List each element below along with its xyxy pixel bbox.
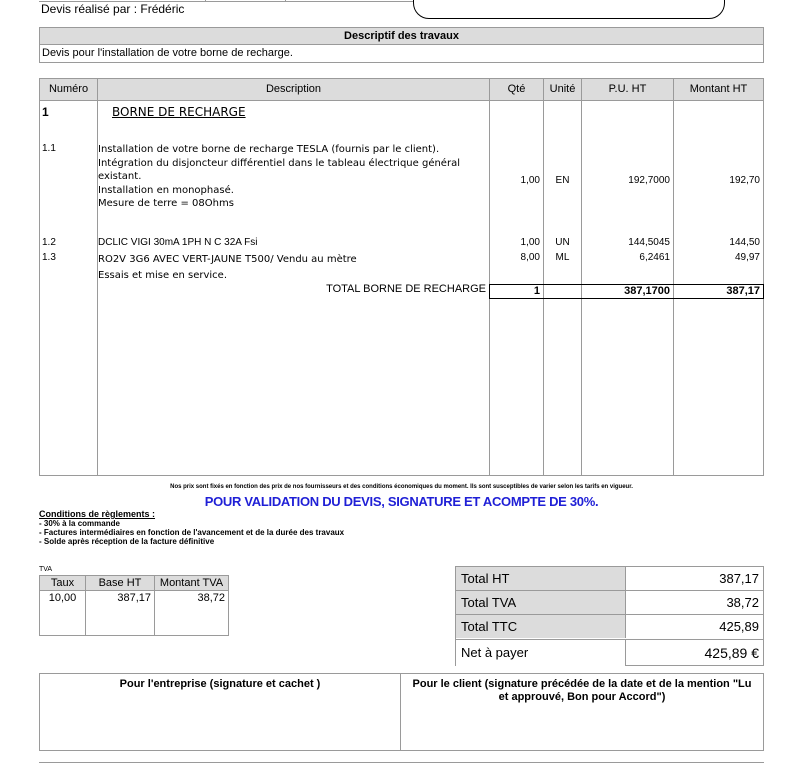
tva-montant-value: 38,72 — [197, 592, 225, 604]
condition-item: - Solde après réception de la facture définitive — [39, 537, 215, 546]
row-number: 1.2 — [42, 237, 56, 248]
condition-item: - Factures intermédiaires en fonction de l'avancement et de la durée des travaux — [39, 528, 345, 537]
row-number: 1.1 — [42, 143, 56, 154]
total-value: 425,89 — [719, 619, 759, 634]
section-title: BORNE DE RECHARGE — [112, 105, 246, 119]
col-divider — [581, 79, 582, 475]
total-tva-row — [456, 590, 763, 614]
col-numero: Numéro — [48, 83, 89, 95]
row-pu: 6,2461 — [639, 252, 670, 263]
section-number: 1 — [42, 105, 49, 119]
signature-client-box: Pour le client (signature précédée de la date et de la mention "Lu et approuvé, Bon pour Accord") — [400, 673, 764, 751]
total-ht-row — [456, 567, 763, 590]
row-qte: 1,00 — [520, 175, 540, 186]
descriptif-text: Devis pour l'installation de votre borne de recharge. — [39, 44, 764, 63]
total-label: Net à payer — [456, 640, 626, 666]
tva-col-base: Base HT — [98, 577, 142, 589]
signature-entreprise-box: Pour l'entreprise (signature et cachet ) — [39, 673, 401, 751]
row-description: Installation de votre borne de recharge TESLA (fournis par le client). Intégration du disjoncteur différentiel dans le tableau électrique général existant. Installation en monophasé. Mesure de terre = 08Ohms — [98, 144, 460, 209]
row-pu: 144,5045 — [628, 237, 670, 248]
row-pu: 192,7000 — [628, 175, 670, 186]
tva-taux-value: 10,00 — [48, 592, 77, 604]
col-pu-ht: P.U. HT — [608, 83, 647, 95]
row-description: DCLIC VIGI 30mA 1PH N C 32A Fsi — [98, 237, 258, 248]
row-montant: 192,70 — [729, 175, 760, 186]
row-qte: 8,00 — [520, 252, 540, 263]
total-label: Total HT — [456, 567, 626, 590]
col-divider — [673, 79, 674, 475]
tva-base-value: 387,17 — [117, 592, 151, 604]
totals-table — [455, 566, 764, 666]
page-bottom-rule — [39, 762, 764, 763]
condition-item: - 30% à la commande — [39, 519, 120, 528]
conditions-title: Conditions de règlements : — [39, 509, 156, 519]
row-qte: 1,00 — [520, 237, 540, 248]
quote-lines-table — [39, 78, 764, 476]
col-description: Description — [265, 83, 322, 95]
tva-col-taux: Taux — [50, 577, 75, 589]
total-label: Total TTC — [456, 615, 626, 638]
col-divider — [543, 79, 544, 475]
tva-col-montant: Montant TVA — [159, 577, 224, 589]
client-address-box — [413, 0, 725, 19]
col-unite: Unité — [549, 83, 576, 95]
row-unite: EN — [555, 175, 570, 186]
total-value: 38,72 — [726, 595, 759, 610]
author-line: Devis réalisé par : Frédéric — [41, 2, 185, 16]
descriptif-title: Descriptif des travaux — [39, 27, 764, 45]
col-divider — [489, 79, 490, 475]
row-montant: 144,50 — [729, 237, 760, 248]
tva-table — [39, 575, 229, 636]
col-qte: Qté — [507, 83, 526, 95]
section-total-label: TOTAL BORNE DE RECHARGE — [326, 283, 486, 295]
validation-notice: POUR VALIDATION DU DEVIS, SIGNATURE ET ACOMPTE DE 30%. — [204, 494, 599, 509]
row-unite: UN — [555, 237, 570, 248]
total-ttc-row — [456, 614, 763, 638]
row-unite: ML — [555, 252, 570, 263]
tva-label: TVA — [39, 566, 53, 573]
net-a-payer-row — [456, 639, 763, 666]
total-value: 387,17 — [719, 571, 759, 586]
section-total-montant: 387,17 — [726, 285, 760, 297]
total-label: Total TVA — [456, 591, 626, 614]
col-montant-ht: Montant HT — [689, 83, 748, 95]
payment-conditions — [39, 510, 344, 546]
section-total-pu: 387,1700 — [624, 285, 670, 297]
row-montant: 49,97 — [734, 252, 760, 263]
row-description: RO2V 3G6 AVEC VERT-JAUNE T500/ Vendu au mètre Essais et mise en service. — [98, 254, 357, 281]
price-disclaimer: Nos prix sont fixés en fonction des prix de nos fournisseurs et des conditions économiques du moment. Ils sont susceptibles de varier selon les tarifs en vigueur. — [170, 484, 633, 490]
total-value: 425,89 € — [704, 645, 759, 661]
section-total-qte: 1 — [533, 285, 540, 297]
row-number: 1.3 — [42, 252, 56, 263]
